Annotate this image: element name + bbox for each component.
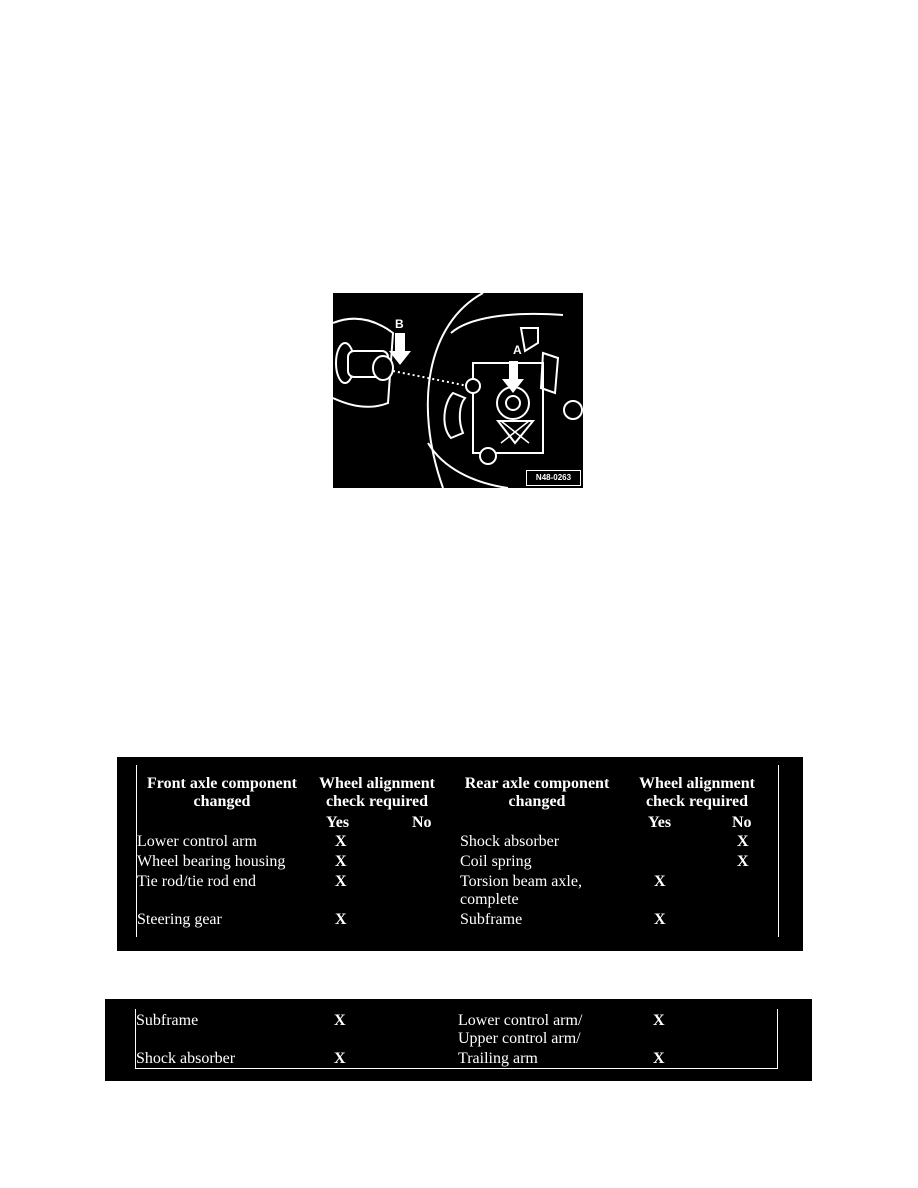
table-row-front-wheel-bearing-housing: Wheel bearing housing xyxy=(137,853,286,870)
mark-rear-yes: X xyxy=(653,1050,665,1067)
table-row-rear-torsion-beam-axle: Torsion beam axle, complete xyxy=(460,873,582,908)
table-row-front-lower-control-arm: Lower control arm xyxy=(137,833,257,850)
illustration-drawing xyxy=(333,293,583,488)
table-row-front-shock-absorber: Shock absorber xyxy=(136,1050,236,1067)
table-row-rear-subframe: Subframe xyxy=(460,911,523,928)
table-right-border xyxy=(778,765,779,937)
table-row-front-subframe: Subframe xyxy=(136,1012,199,1029)
header-rear-no: No xyxy=(732,814,752,831)
table-right-border xyxy=(777,1009,778,1069)
header-front-check: Wheel alignment check required xyxy=(319,775,435,810)
mark-front-yes: X xyxy=(334,1012,346,1029)
header-rear-check: Wheel alignment check required xyxy=(639,775,755,810)
header-front-no: No xyxy=(412,814,432,831)
mark-rear-yes: X xyxy=(653,1012,665,1029)
table-row-rear-control-arms: Lower control arm/ Upper control arm/ xyxy=(458,1012,583,1047)
table-row-front-steering-gear: Steering gear xyxy=(137,911,222,928)
mark-front-yes: X xyxy=(334,1050,346,1067)
label-b: B xyxy=(395,317,404,331)
table-row-rear-trailing-arm: Trailing arm xyxy=(458,1050,538,1067)
figure-code: N48-0263 xyxy=(526,470,581,486)
wheel-alignment-table xyxy=(117,757,803,951)
table-row-rear-shock-absorber: Shock absorber xyxy=(460,833,560,850)
mark-front-yes: X xyxy=(335,833,347,850)
mark-front-yes: X xyxy=(335,873,347,890)
header-front-component: Front axle component changed xyxy=(147,775,297,810)
table-row-front-tie-rod: Tie rod/tie rod end xyxy=(137,873,256,890)
mark-rear-no: X xyxy=(737,833,749,850)
mark-front-yes: X xyxy=(335,853,347,870)
mark-rear-no: X xyxy=(737,853,749,870)
label-a: A xyxy=(513,343,522,357)
mark-rear-yes: X xyxy=(654,873,666,890)
table-row-rear-coil-spring: Coil spring xyxy=(460,853,532,870)
mark-front-yes: X xyxy=(335,911,347,928)
header-rear-component: Rear axle component changed xyxy=(464,775,610,810)
table-bottom-border xyxy=(135,1068,778,1069)
header-rear-yes: Yes xyxy=(648,814,672,831)
header-front-yes: Yes xyxy=(326,814,350,831)
airbag-illustration xyxy=(333,293,583,488)
mark-rear-yes: X xyxy=(654,911,666,928)
wheel-alignment-table-continued xyxy=(105,999,812,1081)
